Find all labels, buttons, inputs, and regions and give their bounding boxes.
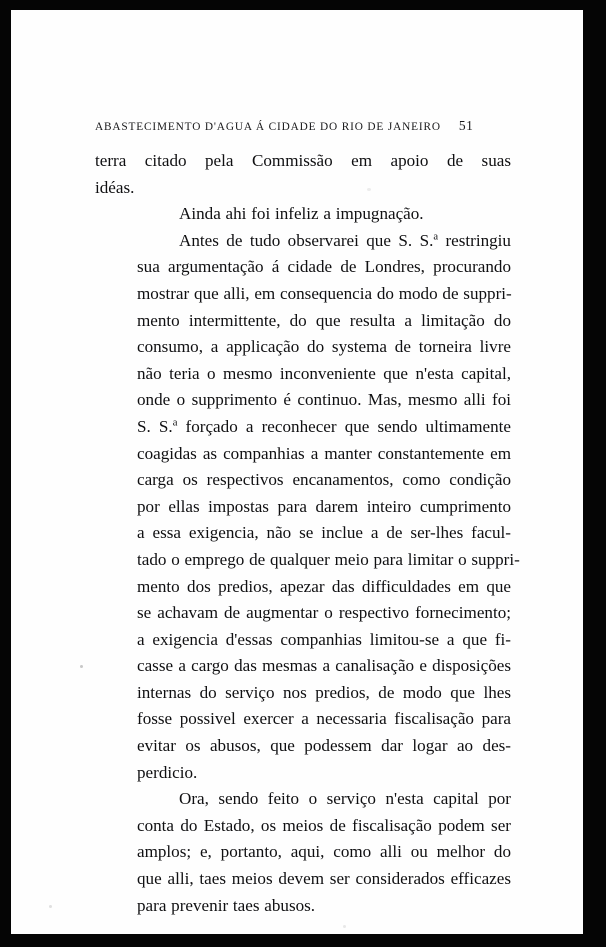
text-line: conta do Estado, os meios de fiscalisação podem ser xyxy=(137,815,511,835)
text-line: carga os respectivos encanamentos, como condição xyxy=(137,470,511,490)
text-line: coagidas as companhias a manter constantemente em xyxy=(137,443,511,463)
text-line: internas do serviço nos predios, de modo que lhes xyxy=(137,682,511,702)
text-line: terra citado pela Commissão em apoio de suas xyxy=(95,151,511,170)
running-head-title: ABASTECIMENTO D'AGUA Á CIDADE DO RIO DE JANEIRO xyxy=(95,121,441,133)
text-line: Ainda ahi foi infeliz a impugnação. xyxy=(179,204,424,224)
text-line: idéas. xyxy=(95,177,135,197)
text-line: Ora, sendo feito o serviço n'esta capital por xyxy=(179,789,511,809)
text-line: que alli, taes meios devem ser considerados efficazes xyxy=(137,869,511,889)
text-line: evitar os abusos, que podessem dar logar ao des- xyxy=(137,736,511,756)
page-content-area xyxy=(11,10,583,934)
scan-speck-icon xyxy=(343,925,346,928)
text-line: tado o emprego de qualquer meio para limitar o suppri- xyxy=(137,549,520,569)
para-terra-citado xyxy=(95,148,511,201)
ordinal-superscript: a xyxy=(433,231,439,243)
ordinal-superscript: a xyxy=(172,417,178,429)
scan-speck-icon xyxy=(367,188,371,191)
page-number: 51 xyxy=(458,118,474,133)
text-line: consumo, a applicação do systema de torneira livre xyxy=(137,337,511,357)
text-line: perdicio. xyxy=(137,762,198,782)
scan-speck-icon xyxy=(49,905,52,908)
text-line: a exigencia d'essas companhias limitou-se a que fi- xyxy=(137,629,511,649)
text-line: mento intermittente, do que resulta a limitação do xyxy=(137,310,511,330)
text-line: mostrar que alli, em consequencia do modo de suppri- xyxy=(137,283,512,303)
body-text xyxy=(95,148,520,919)
text-line: por ellas impostas para darem inteiro cumprimento xyxy=(137,496,511,516)
text-line: mento dos predios, apezar das difficuldades em que xyxy=(137,576,511,596)
para-ainda-ahi xyxy=(95,201,511,228)
text-line: casse a cargo das mesmas a canalisação e disposições xyxy=(137,656,511,676)
running-head xyxy=(95,118,507,134)
text-line: sua argumentação á cidade de Londres, procurando xyxy=(137,257,511,277)
para-antes-de-tudo xyxy=(95,228,520,786)
text-line: para prevenir taes abusos. xyxy=(137,895,316,915)
text-line: fosse possivel exercer a necessaria fiscalisação para xyxy=(137,709,511,729)
text-line: se achavam de augmentar o respectivo fornecimento; xyxy=(137,603,511,623)
text-line: não teria o mesmo inconveniente que n'esta capital, xyxy=(137,363,511,383)
page-sheet xyxy=(11,10,583,934)
text-line: onde o supprimento é continuo. Mas, mesmo alli foi xyxy=(137,390,511,410)
para-ora-sendo-feito xyxy=(95,786,511,919)
text-line: S. S.$^a$ forçado a reconhecer que sendo ultimamente xyxy=(137,416,511,436)
scan-speck-icon xyxy=(80,665,83,668)
text-line: amplos; e, portanto, aqui, como alli ou melhor do xyxy=(137,842,511,862)
text-line: Antes de tudo observarei que S. S.$^a$ restringiu xyxy=(179,230,511,250)
text-line: a essa exigencia, não se inclue a de ser-lhes facul- xyxy=(137,523,511,543)
